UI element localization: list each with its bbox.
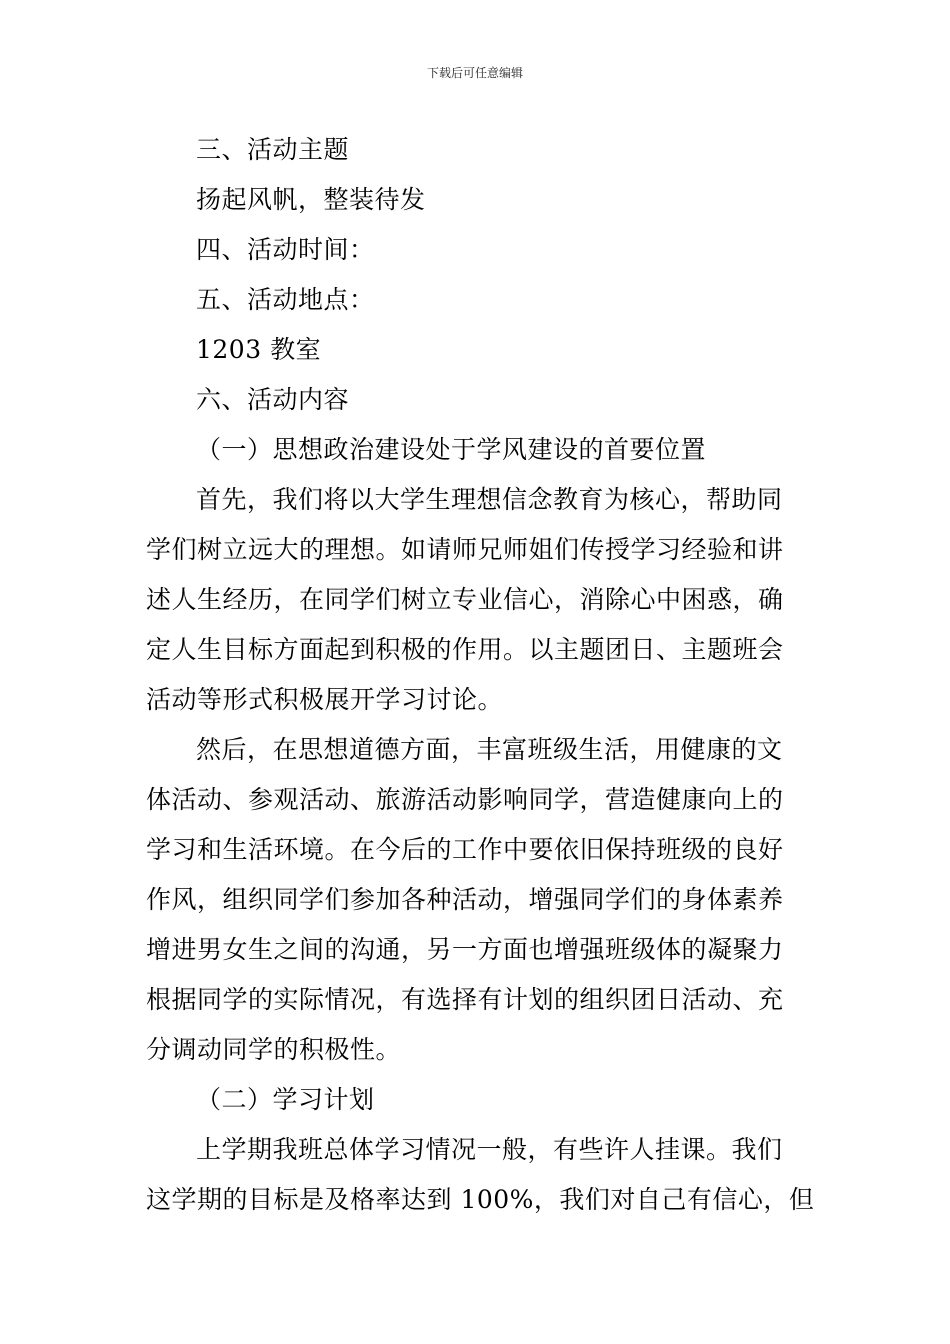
section-heading-theme: 三、活动主题: [196, 135, 350, 164]
section-heading-content: 六、活动内容: [196, 385, 350, 414]
paragraph-line: 增进男女生之间的沟通，另一方面也增强班级体的凝聚力: [146, 935, 784, 964]
paragraph-line: 定人生目标方面起到积极的作用。以主题团日、主题班会: [146, 635, 784, 664]
location-text: 1203 教室: [196, 335, 322, 364]
paragraph-line: 根据同学的实际情况，有选择有计划的组织团日活动、充: [146, 985, 784, 1014]
page-header-note: 下载后可任意编辑: [426, 66, 523, 80]
paragraph-line: 这学期的目标是及格率达到 100%，我们对自己有信心，但: [146, 1185, 815, 1214]
document-body: [146, 125, 815, 1225]
paragraph-line: 然后，在思想道德方面，丰富班级生活，用健康的文: [196, 735, 783, 764]
paragraph-line: 体活动、参观活动、旅游活动影响同学，营造健康向上的: [146, 785, 784, 814]
paragraph-line: 学习和生活环境。在今后的工作中要依旧保持班级的良好: [146, 835, 784, 864]
paragraph-line: 学们树立远大的理想。如请师兄师姐们传授学习经验和讲: [146, 535, 784, 564]
subheading-study-plan: （二）学习计划: [196, 1085, 375, 1114]
paragraph-line: 首先，我们将以大学生理想信念教育为核心，帮助同: [196, 485, 783, 514]
section-heading-location: 五、活动地点：: [196, 285, 375, 314]
theme-text: 扬起风帆，整装待发: [196, 185, 426, 214]
paragraph-line: 上学期我班总体学习情况一般，有些许人挂课。我们: [196, 1135, 783, 1164]
paragraph-line: 分调动同学的积极性。: [146, 1035, 402, 1064]
paragraph-line: 作风，组织同学们参加各种活动，增强同学们的身体素养: [146, 885, 784, 914]
section-heading-time: 四、活动时间：: [196, 235, 375, 264]
paragraph-line: 述人生经历，在同学们树立专业信心，消除心中困惑，确: [146, 585, 784, 614]
subheading-political-construction: （一）思想政治建设处于学风建设的首要位置: [196, 435, 707, 464]
paragraph-line: 活动等形式积极展开学习讨论。: [146, 685, 504, 714]
